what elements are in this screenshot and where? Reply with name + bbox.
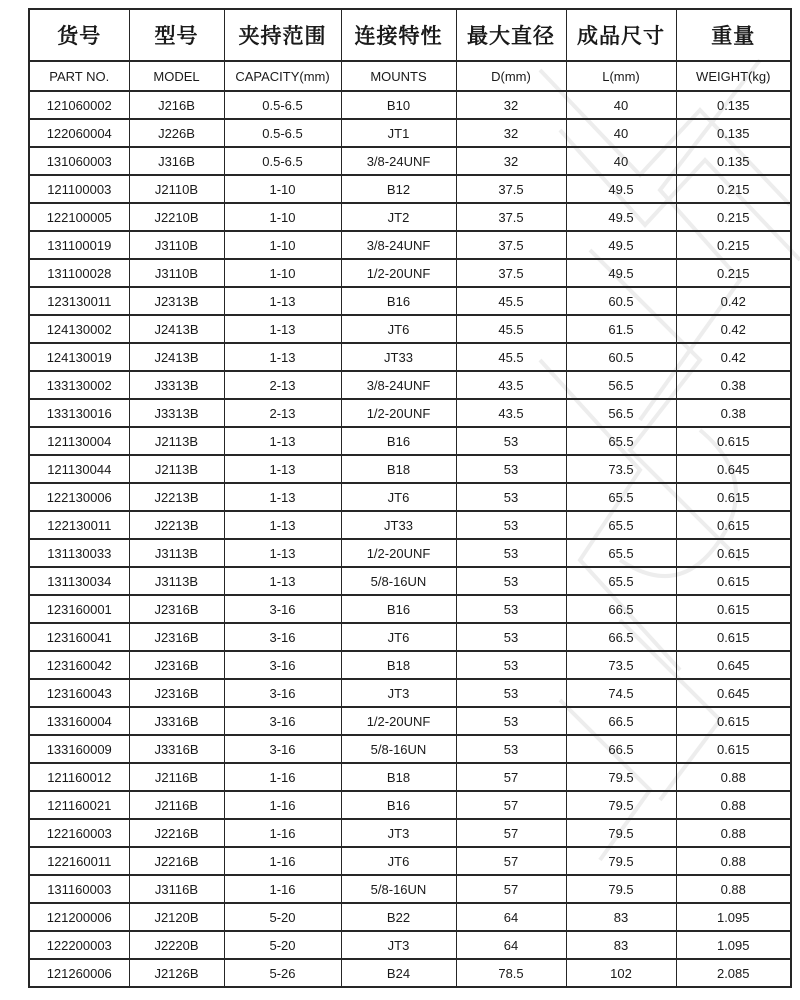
cell-mounts: 3/8-24UNF: [341, 371, 456, 399]
column-header-en-model: MODEL: [129, 61, 224, 91]
table-row: [29, 931, 791, 959]
cell-length: 65.5: [566, 483, 676, 511]
cell-capacity: 1-13: [224, 567, 341, 595]
cell-length: 79.5: [566, 791, 676, 819]
cell-weight: 0.615: [676, 483, 791, 511]
cell-mounts: 1/2-20UNF: [341, 539, 456, 567]
cell-part-no: 123160001: [29, 595, 129, 623]
cell-capacity: 0.5-6.5: [224, 119, 341, 147]
table-row: [29, 651, 791, 679]
cell-length: 66.5: [566, 735, 676, 763]
cell-max-dia: 64: [456, 903, 566, 931]
cell-mounts: JT6: [341, 847, 456, 875]
cell-capacity: 3-16: [224, 735, 341, 763]
table-row: [29, 679, 791, 707]
cell-part-no: 122100005: [29, 203, 129, 231]
cell-model: J2116B: [129, 763, 224, 791]
table-row: [29, 847, 791, 875]
cell-max-dia: 43.5: [456, 371, 566, 399]
cell-length: 60.5: [566, 343, 676, 371]
cell-mounts: 5/8-16UN: [341, 735, 456, 763]
cell-length: 74.5: [566, 679, 676, 707]
table-row: [29, 483, 791, 511]
cell-part-no: 121200006: [29, 903, 129, 931]
cell-mounts: JT3: [341, 679, 456, 707]
cell-length: 65.5: [566, 427, 676, 455]
cell-max-dia: 37.5: [456, 175, 566, 203]
table-row: [29, 119, 791, 147]
cell-length: 40: [566, 119, 676, 147]
column-header-en-part-no: PART NO.: [29, 61, 129, 91]
cell-model: J3113B: [129, 539, 224, 567]
cell-mounts: 3/8-24UNF: [341, 147, 456, 175]
cell-mounts: JT6: [341, 483, 456, 511]
cell-weight: 0.615: [676, 623, 791, 651]
cell-weight: 0.615: [676, 707, 791, 735]
cell-model: J2113B: [129, 455, 224, 483]
cell-length: 73.5: [566, 651, 676, 679]
cell-length: 56.5: [566, 371, 676, 399]
header-row-en: [29, 61, 791, 91]
cell-mounts: B18: [341, 763, 456, 791]
table-row: [29, 427, 791, 455]
cell-weight: 0.88: [676, 819, 791, 847]
cell-model: J2120B: [129, 903, 224, 931]
cell-length: 83: [566, 903, 676, 931]
cell-part-no: 124130019: [29, 343, 129, 371]
cell-max-dia: 37.5: [456, 259, 566, 287]
cell-max-dia: 53: [456, 511, 566, 539]
column-header-en-length: L(mm): [566, 61, 676, 91]
cell-max-dia: 53: [456, 483, 566, 511]
cell-model: J2316B: [129, 651, 224, 679]
cell-capacity: 1-10: [224, 175, 341, 203]
cell-capacity: 1-10: [224, 231, 341, 259]
cell-part-no: 124130002: [29, 315, 129, 343]
cell-max-dia: 53: [456, 427, 566, 455]
cell-mounts: JT2: [341, 203, 456, 231]
cell-weight: 0.88: [676, 763, 791, 791]
cell-model: J3313B: [129, 399, 224, 427]
cell-capacity: 1-10: [224, 203, 341, 231]
cell-part-no: 121160012: [29, 763, 129, 791]
cell-weight: 0.88: [676, 791, 791, 819]
cell-length: 73.5: [566, 455, 676, 483]
table-row: [29, 343, 791, 371]
table-row: [29, 707, 791, 735]
cell-weight: 0.615: [676, 511, 791, 539]
table-row: [29, 735, 791, 763]
column-header-en-weight: WEIGHT(kg): [676, 61, 791, 91]
cell-model: J2316B: [129, 595, 224, 623]
cell-model: J2126B: [129, 959, 224, 987]
cell-length: 61.5: [566, 315, 676, 343]
cell-part-no: 121260006: [29, 959, 129, 987]
cell-capacity: 1-16: [224, 819, 341, 847]
cell-mounts: B16: [341, 791, 456, 819]
cell-part-no: 123160043: [29, 679, 129, 707]
cell-capacity: 3-16: [224, 623, 341, 651]
cell-part-no: 133130002: [29, 371, 129, 399]
cell-capacity: 0.5-6.5: [224, 91, 341, 119]
cell-length: 79.5: [566, 875, 676, 903]
cell-mounts: B22: [341, 903, 456, 931]
cell-part-no: 121130004: [29, 427, 129, 455]
product-spec-table: [28, 8, 792, 988]
cell-part-no: 123130011: [29, 287, 129, 315]
cell-part-no: 133160009: [29, 735, 129, 763]
cell-model: J2216B: [129, 819, 224, 847]
cell-max-dia: 45.5: [456, 287, 566, 315]
cell-max-dia: 53: [456, 595, 566, 623]
cell-model: J2413B: [129, 343, 224, 371]
table-row: [29, 819, 791, 847]
cell-max-dia: 32: [456, 119, 566, 147]
table-row: [29, 623, 791, 651]
cell-capacity: 1-16: [224, 847, 341, 875]
cell-weight: 0.645: [676, 679, 791, 707]
cell-weight: 1.095: [676, 903, 791, 931]
cell-capacity: 1-16: [224, 791, 341, 819]
cell-capacity: 2-13: [224, 399, 341, 427]
cell-mounts: JT1: [341, 119, 456, 147]
cell-mounts: B16: [341, 427, 456, 455]
table-row: [29, 175, 791, 203]
cell-mounts: 1/2-20UNF: [341, 399, 456, 427]
column-header-cn-length: 成品尺寸: [566, 9, 676, 61]
cell-model: J2313B: [129, 287, 224, 315]
cell-length: 49.5: [566, 203, 676, 231]
cell-capacity: 1-13: [224, 539, 341, 567]
cell-mounts: JT33: [341, 343, 456, 371]
cell-mounts: B18: [341, 651, 456, 679]
cell-length: 49.5: [566, 231, 676, 259]
cell-max-dia: 57: [456, 763, 566, 791]
cell-model: J3113B: [129, 567, 224, 595]
cell-model: J3110B: [129, 259, 224, 287]
cell-capacity: 5-20: [224, 903, 341, 931]
cell-weight: 2.085: [676, 959, 791, 987]
table-row: [29, 595, 791, 623]
cell-length: 66.5: [566, 707, 676, 735]
cell-max-dia: 53: [456, 679, 566, 707]
cell-part-no: 122200003: [29, 931, 129, 959]
table-row: [29, 371, 791, 399]
cell-capacity: 3-16: [224, 595, 341, 623]
cell-weight: 0.645: [676, 455, 791, 483]
cell-weight: 0.88: [676, 875, 791, 903]
cell-part-no: 131130033: [29, 539, 129, 567]
cell-part-no: 121160021: [29, 791, 129, 819]
cell-model: J2116B: [129, 791, 224, 819]
cell-max-dia: 45.5: [456, 315, 566, 343]
cell-length: 102: [566, 959, 676, 987]
cell-max-dia: 43.5: [456, 399, 566, 427]
cell-part-no: 122130006: [29, 483, 129, 511]
cell-mounts: B18: [341, 455, 456, 483]
cell-model: J2413B: [129, 315, 224, 343]
table-header: [29, 9, 791, 91]
cell-max-dia: 45.5: [456, 343, 566, 371]
table-row: [29, 91, 791, 119]
cell-weight: 0.42: [676, 343, 791, 371]
cell-model: J3316B: [129, 707, 224, 735]
table-row: [29, 791, 791, 819]
cell-weight: 0.215: [676, 259, 791, 287]
cell-capacity: 1-10: [224, 259, 341, 287]
cell-weight: 0.38: [676, 399, 791, 427]
cell-capacity: 1-13: [224, 287, 341, 315]
cell-mounts: JT6: [341, 315, 456, 343]
cell-max-dia: 32: [456, 91, 566, 119]
table-row: [29, 287, 791, 315]
table-row: [29, 147, 791, 175]
cell-capacity: 3-16: [224, 679, 341, 707]
table-row: [29, 539, 791, 567]
table-row: [29, 875, 791, 903]
cell-length: 49.5: [566, 259, 676, 287]
cell-mounts: B24: [341, 959, 456, 987]
cell-part-no: 121100003: [29, 175, 129, 203]
cell-weight: 1.095: [676, 931, 791, 959]
cell-part-no: 122160003: [29, 819, 129, 847]
cell-weight: 0.645: [676, 651, 791, 679]
cell-part-no: 122160011: [29, 847, 129, 875]
table-row: [29, 763, 791, 791]
cell-max-dia: 57: [456, 875, 566, 903]
cell-max-dia: 57: [456, 791, 566, 819]
cell-capacity: 0.5-6.5: [224, 147, 341, 175]
cell-length: 79.5: [566, 847, 676, 875]
table-row: [29, 959, 791, 987]
cell-part-no: 121060002: [29, 91, 129, 119]
cell-model: J2316B: [129, 679, 224, 707]
cell-part-no: 123160042: [29, 651, 129, 679]
cell-length: 40: [566, 91, 676, 119]
cell-capacity: 1-16: [224, 875, 341, 903]
cell-max-dia: 32: [456, 147, 566, 175]
cell-capacity: 1-13: [224, 511, 341, 539]
cell-weight: 0.135: [676, 147, 791, 175]
cell-weight: 0.88: [676, 847, 791, 875]
cell-capacity: 5-26: [224, 959, 341, 987]
table-row: [29, 315, 791, 343]
cell-part-no: 131100019: [29, 231, 129, 259]
cell-model: J2210B: [129, 203, 224, 231]
cell-model: J2316B: [129, 623, 224, 651]
cell-weight: 0.615: [676, 735, 791, 763]
cell-weight: 0.42: [676, 315, 791, 343]
cell-mounts: JT33: [341, 511, 456, 539]
cell-max-dia: 53: [456, 539, 566, 567]
cell-mounts: 1/2-20UNF: [341, 259, 456, 287]
cell-weight: 0.215: [676, 175, 791, 203]
column-header-en-capacity: CAPACITY(mm): [224, 61, 341, 91]
column-header-cn-max-dia: 最大直径: [456, 9, 566, 61]
column-header-en-max-dia: D(mm): [456, 61, 566, 91]
table-row: [29, 399, 791, 427]
cell-model: J3313B: [129, 371, 224, 399]
cell-model: J2110B: [129, 175, 224, 203]
cell-length: 56.5: [566, 399, 676, 427]
cell-model: J216B: [129, 91, 224, 119]
table-row: [29, 203, 791, 231]
table-row: [29, 231, 791, 259]
cell-max-dia: 37.5: [456, 231, 566, 259]
column-header-cn-part-no: 货号: [29, 9, 129, 61]
cell-capacity: 1-13: [224, 483, 341, 511]
cell-max-dia: 64: [456, 931, 566, 959]
cell-model: J2216B: [129, 847, 224, 875]
cell-mounts: 5/8-16UN: [341, 875, 456, 903]
cell-part-no: 131160003: [29, 875, 129, 903]
cell-length: 49.5: [566, 175, 676, 203]
cell-mounts: 1/2-20UNF: [341, 707, 456, 735]
cell-model: J3316B: [129, 735, 224, 763]
cell-capacity: 2-13: [224, 371, 341, 399]
cell-length: 40: [566, 147, 676, 175]
cell-length: 65.5: [566, 567, 676, 595]
column-header-cn-capacity: 夹持范围: [224, 9, 341, 61]
cell-length: 60.5: [566, 287, 676, 315]
cell-length: 66.5: [566, 623, 676, 651]
table-row: [29, 567, 791, 595]
cell-model: J2213B: [129, 511, 224, 539]
cell-max-dia: 53: [456, 567, 566, 595]
header-row-cn: [29, 9, 791, 61]
cell-model: J316B: [129, 147, 224, 175]
table-row: [29, 455, 791, 483]
cell-weight: 0.135: [676, 119, 791, 147]
cell-capacity: 1-16: [224, 763, 341, 791]
cell-mounts: B16: [341, 595, 456, 623]
cell-mounts: JT6: [341, 623, 456, 651]
cell-length: 79.5: [566, 763, 676, 791]
cell-part-no: 123160041: [29, 623, 129, 651]
cell-max-dia: 53: [456, 651, 566, 679]
cell-mounts: JT3: [341, 931, 456, 959]
cell-weight: 0.215: [676, 231, 791, 259]
cell-mounts: B16: [341, 287, 456, 315]
cell-model: J2113B: [129, 427, 224, 455]
cell-capacity: 5-20: [224, 931, 341, 959]
cell-part-no: 131130034: [29, 567, 129, 595]
cell-capacity: 3-16: [224, 707, 341, 735]
cell-weight: 0.38: [676, 371, 791, 399]
cell-length: 65.5: [566, 539, 676, 567]
cell-length: 79.5: [566, 819, 676, 847]
cell-weight: 0.215: [676, 203, 791, 231]
cell-mounts: 3/8-24UNF: [341, 231, 456, 259]
cell-capacity: 1-13: [224, 315, 341, 343]
cell-weight: 0.615: [676, 539, 791, 567]
table-row: [29, 259, 791, 287]
cell-weight: 0.615: [676, 567, 791, 595]
cell-model: J2220B: [129, 931, 224, 959]
cell-mounts: JT3: [341, 819, 456, 847]
cell-max-dia: 57: [456, 847, 566, 875]
cell-length: 65.5: [566, 511, 676, 539]
cell-max-dia: 57: [456, 819, 566, 847]
cell-max-dia: 37.5: [456, 203, 566, 231]
table-body: [29, 91, 791, 987]
cell-max-dia: 53: [456, 707, 566, 735]
cell-mounts: B10: [341, 91, 456, 119]
cell-model: J2213B: [129, 483, 224, 511]
cell-max-dia: 53: [456, 455, 566, 483]
cell-length: 66.5: [566, 595, 676, 623]
cell-weight: 0.615: [676, 427, 791, 455]
cell-weight: 0.135: [676, 91, 791, 119]
cell-mounts: 5/8-16UN: [341, 567, 456, 595]
column-header-cn-weight: 重量: [676, 9, 791, 61]
cell-max-dia: 53: [456, 735, 566, 763]
cell-capacity: 1-13: [224, 455, 341, 483]
cell-part-no: 121130044: [29, 455, 129, 483]
cell-capacity: 1-13: [224, 427, 341, 455]
cell-capacity: 3-16: [224, 651, 341, 679]
column-header-cn-model: 型号: [129, 9, 224, 61]
cell-part-no: 131100028: [29, 259, 129, 287]
cell-length: 83: [566, 931, 676, 959]
cell-part-no: 133130016: [29, 399, 129, 427]
column-header-en-mounts: MOUNTS: [341, 61, 456, 91]
cell-mounts: B12: [341, 175, 456, 203]
cell-weight: 0.42: [676, 287, 791, 315]
cell-weight: 0.615: [676, 595, 791, 623]
cell-part-no: 122060004: [29, 119, 129, 147]
cell-part-no: 122130011: [29, 511, 129, 539]
cell-model: J3110B: [129, 231, 224, 259]
cell-part-no: 133160004: [29, 707, 129, 735]
table-row: [29, 511, 791, 539]
cell-max-dia: 53: [456, 623, 566, 651]
cell-max-dia: 78.5: [456, 959, 566, 987]
table-row: [29, 903, 791, 931]
cell-model: J3116B: [129, 875, 224, 903]
cell-model: J226B: [129, 119, 224, 147]
cell-capacity: 1-13: [224, 343, 341, 371]
column-header-cn-mounts: 连接特性: [341, 9, 456, 61]
cell-part-no: 131060003: [29, 147, 129, 175]
